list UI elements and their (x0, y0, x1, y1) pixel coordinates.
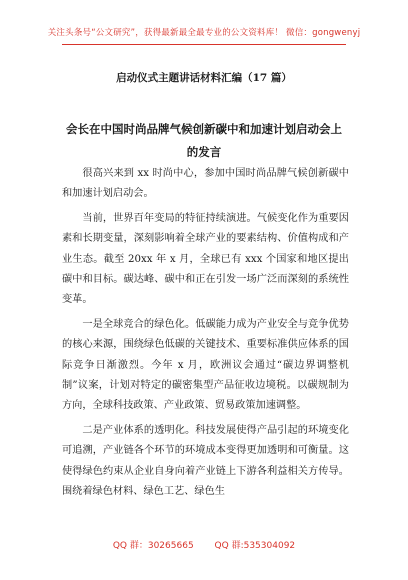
footer-qq-group-2: QQ 群:535304092 (214, 541, 296, 551)
document-body (62, 164, 349, 507)
paragraph: 一是全球竞合的绿色化。低碳能力成为产业安全与竞争优势的核心来源，围绕绿色低碳的关键技术、重要标准供应体系的国际竞争日渐激烈。今年 x 月，欧洲议会通过“碳边界调整机制”议案，计划对特定的碳密集型产品征收边境税。以碳规制为方向，全球科技政策、产业政策、贸易政策加速调整。 (62, 318, 349, 412)
speech-title: 会长在中国时尚品牌气候创新碳中和加速计划启动会上的发言 (66, 122, 342, 159)
paragraph: 很高兴来到 xx 时尚中心，参加中国时尚品牌气候创新碳中和加速计划启动会。 (62, 168, 349, 200)
footer-qq-group-1: QQ 群：30265665 (112, 541, 194, 551)
collection-title: 启动仪式主题讲话材料汇编（17 篇） (116, 72, 292, 84)
header-divider (62, 44, 346, 45)
paragraph: 当前，世界百年变局的特征持续演进。气候变化作为重要因素和长期变量，深刻影响着全球产业的要素结构、价值构成和产业生态。截至 20xx 年 x 月，全球已有 xxx 个国家和地区提出碳中和目标。碳达峰、碳中和正在引发一场广泛而深刻的系统性变革。 (62, 212, 349, 306)
paragraph: 二是产业体系的透明化。科技发展使得产品引起的环境变化可追溯，产业链各个环节的环境成本变得更加透明和可衡量。这使得绿色约束从企业自身向着产业链上下游各利益相关方传导。围绕着绿色材料、绿色工艺、绿色生 (62, 424, 349, 498)
footer-contact (0, 538, 408, 551)
header-banner: 关注头条号“公文研究”，获得最新最全最专业的公文资料库！ 微信：gongwenyj (47, 28, 361, 38)
